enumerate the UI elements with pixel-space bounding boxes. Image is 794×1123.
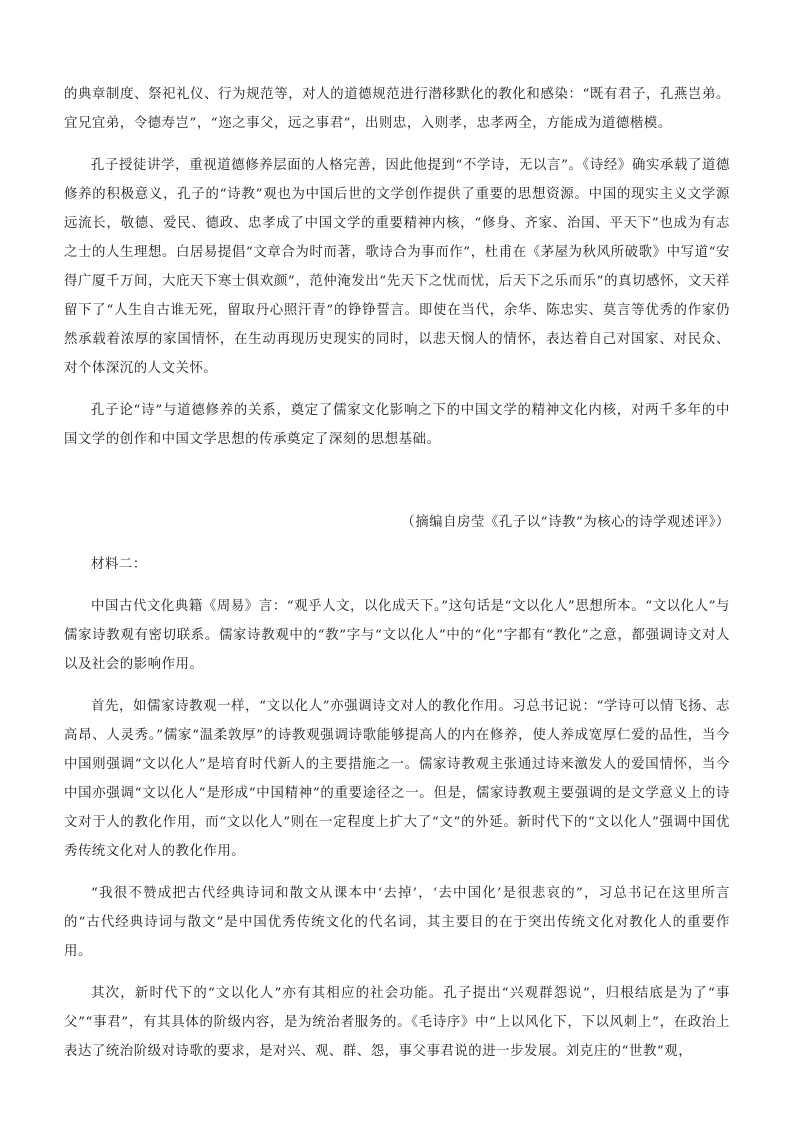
paragraph-7: 其次，新时代下的“文以化人”亦有其相应的社会功能。孔子提出“兴观群怨说”，归根结底是为了“事父”“事君”，有其具体的阶级内容，是为统治者服务的。《毛诗序》中“上以风化下，下以风刺上”，在政治上表达了统治阶级对诗歌的要求，是对兴、观、群、怨，事父事君说的进一步发展。刘克庄的“世教”观， [64,986,730,1059]
paragraph-4: 中国古代文化典籍《周易》言：“观乎人文，以化成天下。”这句话是“文以化人”思想所本。“文以化人”与儒家诗教观有密切联系。儒家诗教观中的“教”字与“文以化人”中的“化”字都有“教化”之意，都强调诗文对人以及社会的影响作用。 [64,599,730,672]
paragraph-1: 的典章制度、祭祀礼仪、行为规范等，对人的道德规范进行潜移默化的教化和感染：“既有君子，孔燕岂弟。宜兄宜弟，令德寿岂”，“迩之事父，远之事君”，出则忠，入则孝，忠孝两全，方能成为道德楷模。 [64,87,730,131]
section-heading-material-2: 材料二： [91,557,147,572]
document-body [64,80,730,1066]
paragraph-5: 首先，如儒家诗教观一样，“文以化人”亦强调诗文对人的教化作用。习总书记说：“学诗可以情飞扬、志高昂、人灵秀。”儒家“温柔敦厚”的诗教观强调诗歌能够提高人的内在修养，使人养成宽厚仁爱的品性，当今中国则强调“文以化人”是培育时代新人的主要措施之一。儒家诗教观主张通过诗来激发人的爱国情怀，当今中国亦强调“文以化人”是形成“中国精神”的重要途径之一。但是，儒家诗教观主要强调的是文学意义上的诗文对于人的教化作用，而“文以化人”则在一定程度上扩大了“文”的外延。新时代下的“文以化人”强调中国优秀传统文化对人的教化作用。 [64,699,730,859]
paragraph-2: 孔子授徒讲学，重视道德修养层面的人格完善，因此他提到“不学诗，无以言”。《诗经》确实承载了道德修养的积极意义，孔子的“诗教”观也为中国后世的文学创作提供了重要的思想资源。中国的现实主义文学源远流长，敬德、爱民、德政、忠孝成了中国文学的重要精神内核，“修身、齐家、治国、平天下”也成为有志之士的人生理想。白居易提倡“文章合为时而著，歌诗合为事而作”，杜甫在《茅屋为秋风所破歌》中写道“安得广厦千万间，大庇天下寒士俱欢颜”，范仲淹发出“先天下之忧而忧，后天下之乐而乐”的真切感怀，文天祥留下了“人生自古谁无死，留取丹心照汗青”的铮铮誓言。即使在当代，余华、陈忠实、莫言等优秀的作家仍然承载着浓厚的家国情怀，在生动再现历史现实的同时，以悲天悯人的情怀，表达着自己对国家、对民众、对个体深沉的人文关怀。 [64,158,730,376]
paragraph-3: 孔子论“诗”与道德修养的关系，奠定了儒家文化影响之下的中国文学的精神文化内核，对两千多年的中国文学的创作和中国文学思想的传承奠定了深刻的思想基础。 [64,403,730,447]
paragraph-6: “我很不赞成把古代经典诗词和散文从课本中‘去掉’，‘去中国化’是很悲哀的”，习总书记在这里所言的“古代经典诗词与散文”是中国优秀传统文化的代名词，其主要目的在于突出传统文化对教化人的重要作用。 [64,886,730,959]
source-citation: （摘编自房莹《孔子以“诗教”为核心的诗学观述评》） [401,515,730,530]
